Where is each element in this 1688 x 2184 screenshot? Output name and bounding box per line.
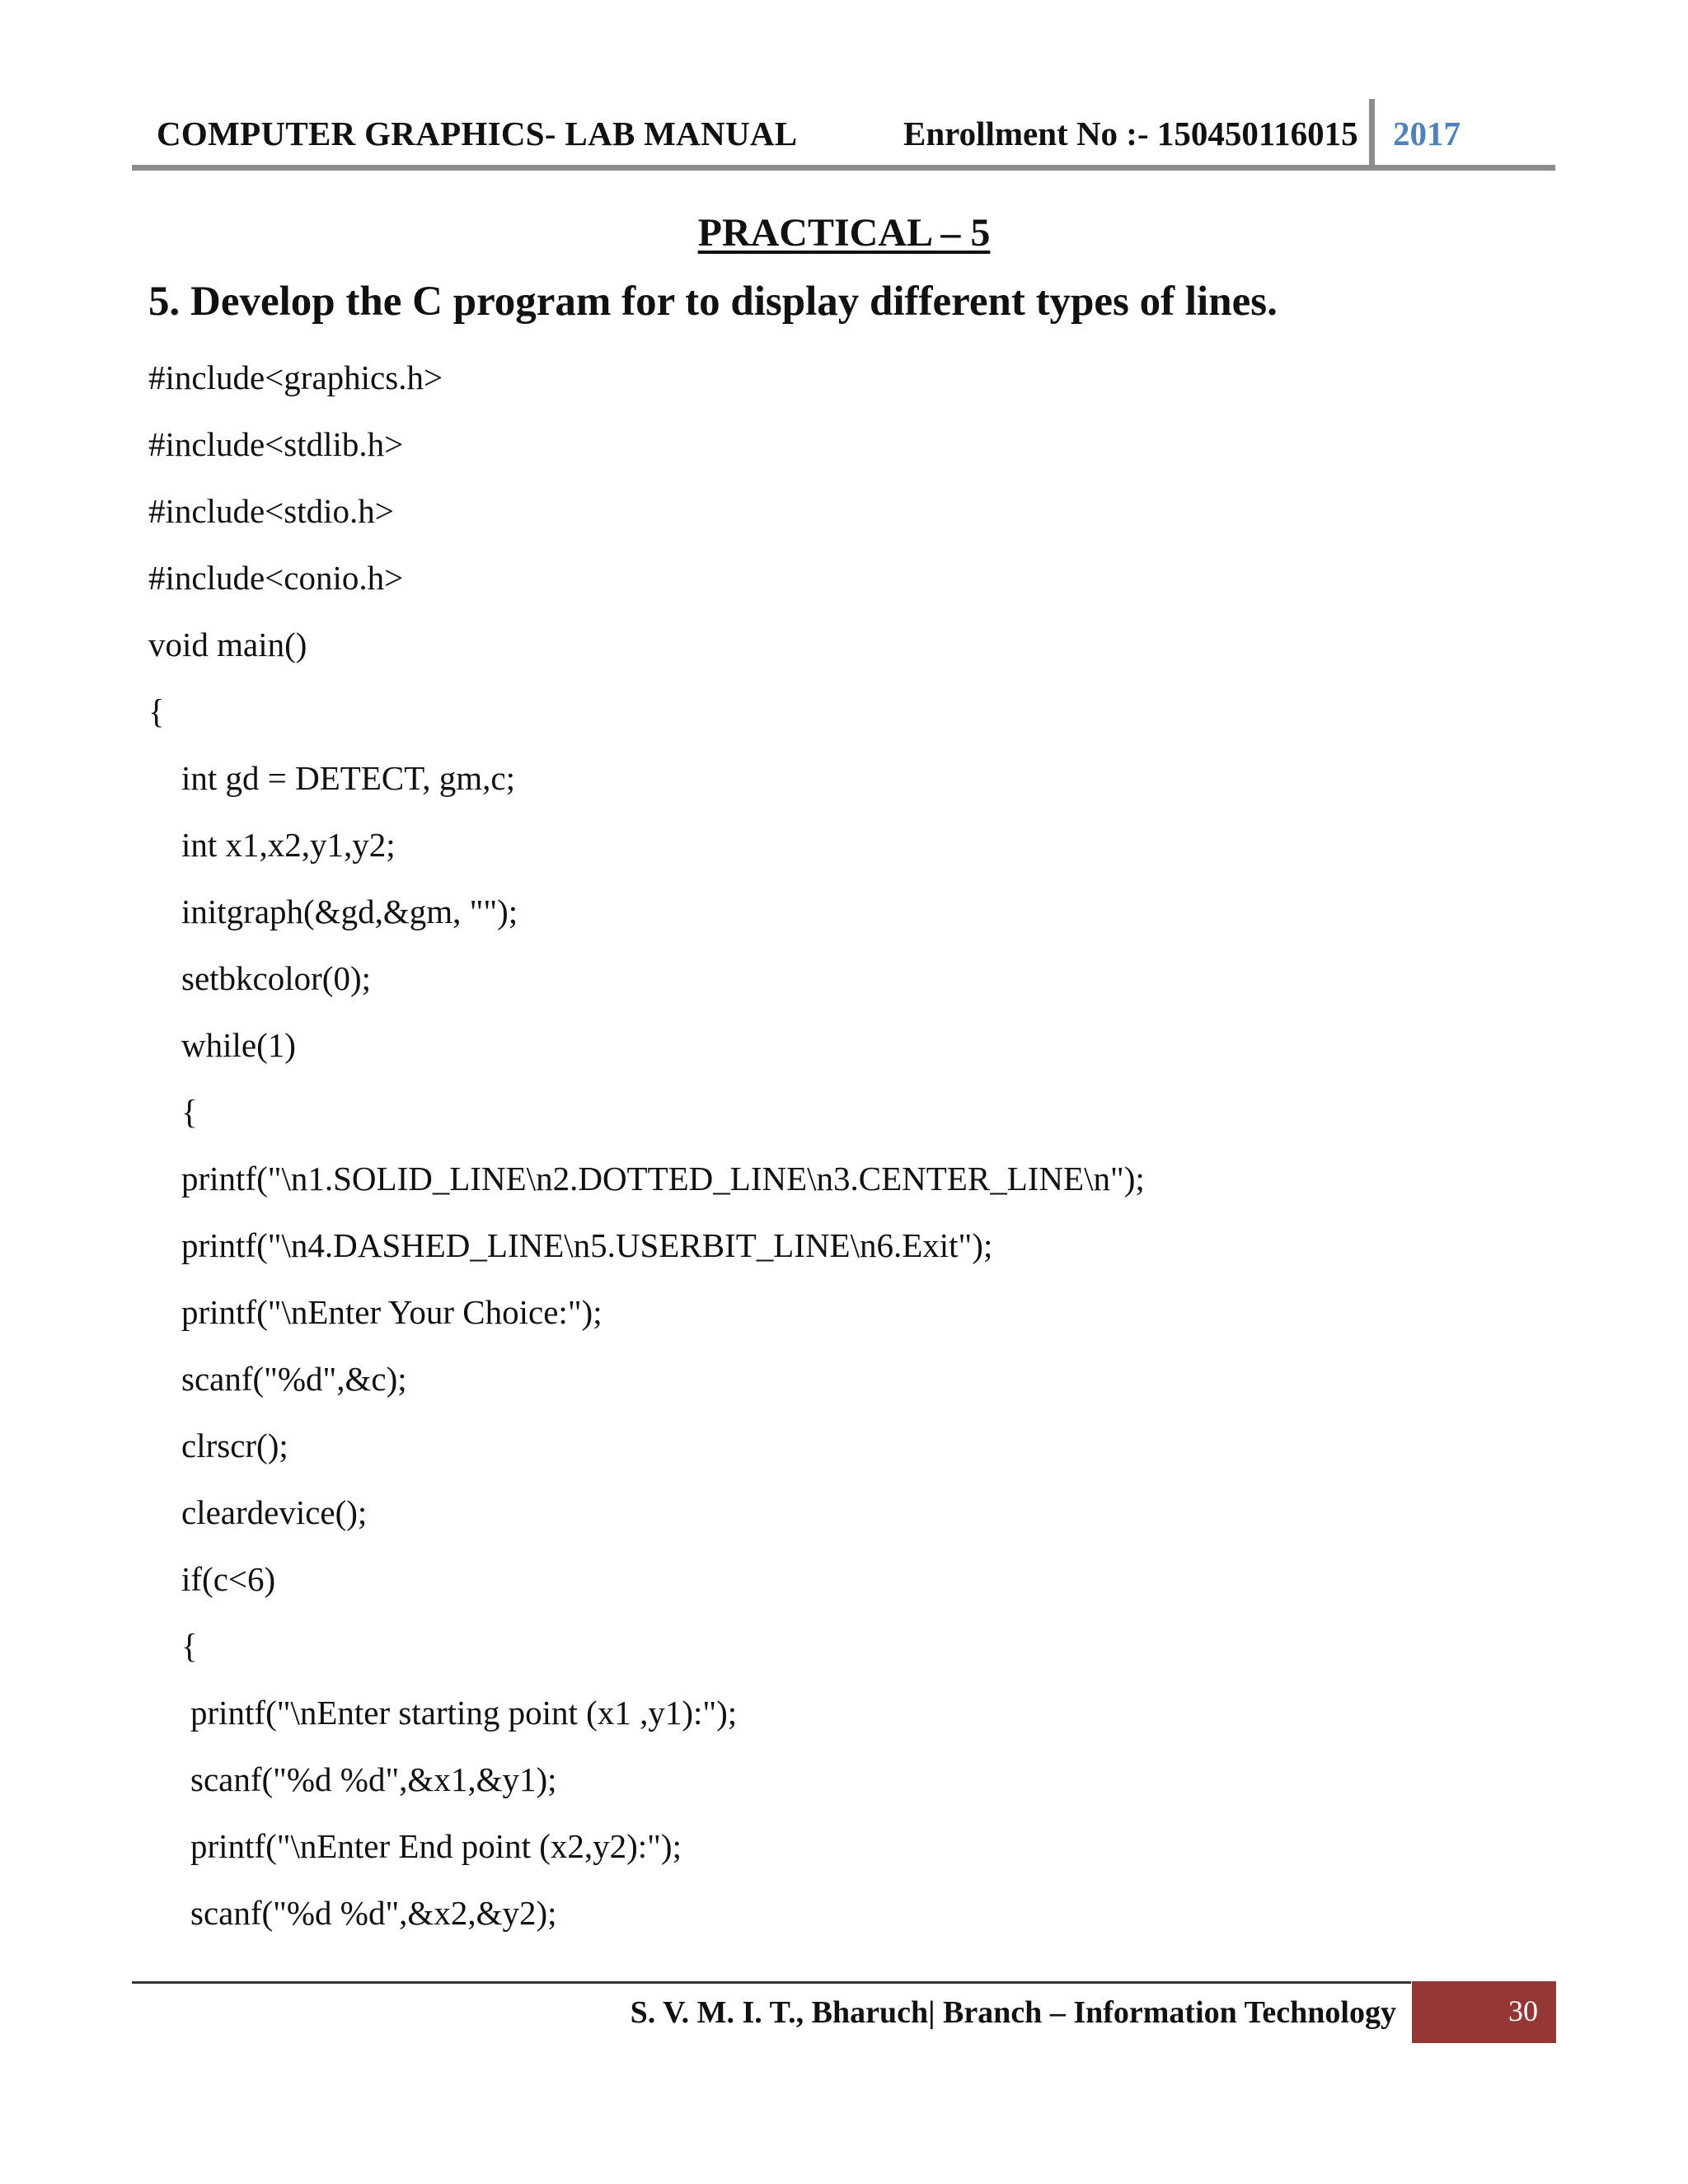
code-line: initgraph(&gd,&gm, ""); [181,893,518,930]
code-line: { [181,1627,198,1665]
code-line: printf("\nEnter starting point (x1 ,y1):"); [190,1694,738,1732]
practical-title: PRACTICAL – 5 [697,211,991,255]
code-listing [148,354,1145,1957]
header-rule [132,165,1555,171]
code-line: printf("\nEnter Your Choice:"); [181,1293,603,1331]
page-number: 30 [1412,1981,1556,2043]
code-line: void main() [148,626,307,663]
page-header [132,91,1555,173]
code-line: int gd = DETECT, gm,c; [181,759,515,797]
code-line: cleardevice(); [181,1493,368,1531]
question-heading: 5. Develop the C program for to display different types of lines. [148,279,1278,325]
footer-institution: S. V. M. I. T., Bharuch| Branch – Information Technology [630,1995,1396,2030]
header-separator [1369,99,1375,165]
code-line: #include<graphics.h> [148,359,443,396]
code-line: #include<stdio.h> [148,492,394,530]
code-line: scanf("%d %d",&x1,&y1); [190,1760,557,1798]
manual-title: COMPUTER GRAPHICS- LAB MANUAL [157,115,798,152]
code-line: clrscr(); [181,1427,288,1465]
code-line: printf("\n4.DASHED_LINE\n5.USERBIT_LINE\n6.Exit"); [181,1226,993,1264]
header-year: 2017 [1393,115,1461,152]
code-line: scanf("%d %d",&x2,&y2); [190,1894,557,1932]
footer-rule [132,1981,1411,1984]
code-line: printf("\nEnter End point (x2,y2):"); [190,1827,682,1865]
code-line: while(1) [181,1026,296,1064]
code-line: { [181,1093,198,1131]
code-line: if(c<6) [181,1560,276,1598]
code-line: int x1,x2,y1,y2; [181,826,396,864]
code-line: printf("\n1.SOLID_LINE\n2.DOTTED_LINE\n3.CENTER_LINE\n"); [181,1160,1145,1197]
code-line: #include<conio.h> [148,559,404,597]
code-line: #include<stdlib.h> [148,425,404,463]
code-line: { [148,692,165,730]
enrollment-number: Enrollment No :- 150450116015 [903,115,1358,152]
code-line: setbkcolor(0); [181,959,371,997]
code-line: scanf("%d",&c); [181,1360,407,1398]
